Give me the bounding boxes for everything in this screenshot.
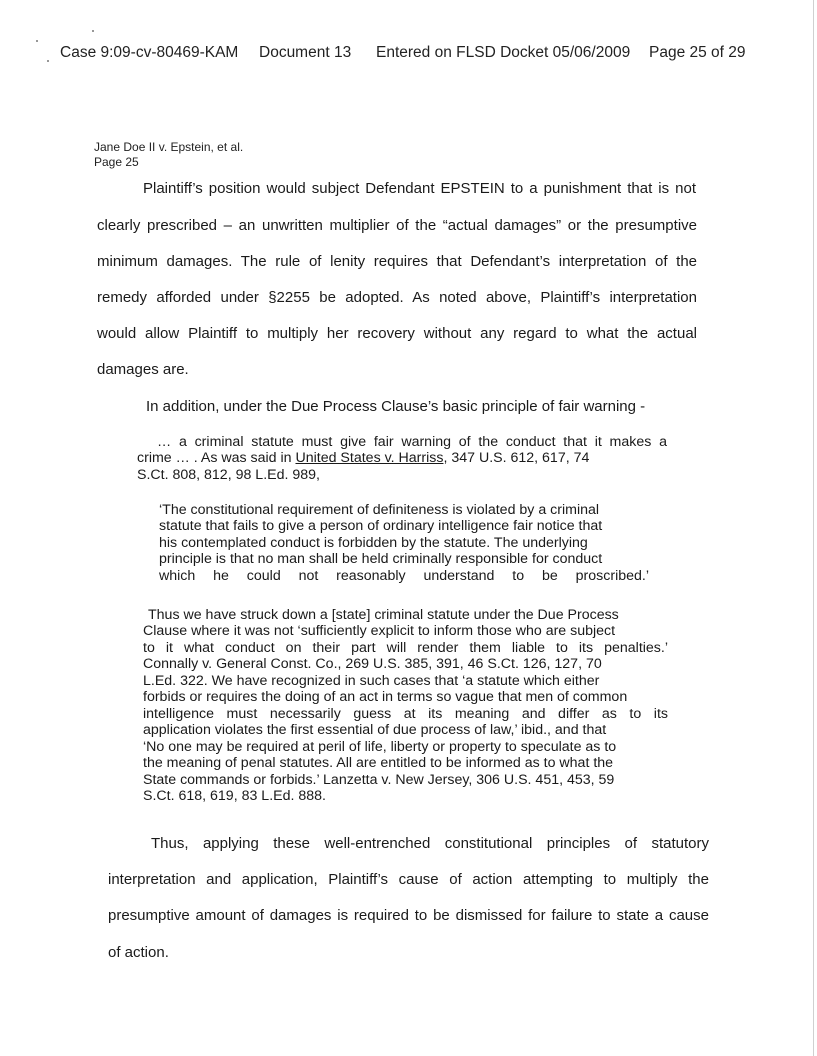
paragraph-line: presumptive amount of damages is required to be dismissed for failure to state a cause xyxy=(108,907,709,924)
paragraph-line: Thus, applying these well-entrenched constitutional principles of statutory xyxy=(151,835,709,852)
quote-line: ‘No one may be required at peril of life, liberty or property to speculate as to xyxy=(143,739,617,755)
quote-line: L.Ed. 322. We have recognized in such cases that ‘a statute which either xyxy=(143,673,600,689)
case-citation: United States v. Harriss xyxy=(295,450,444,466)
paragraph-line: minimum damages. The rule of lenity requires that Defendant’s interpretation of the xyxy=(97,253,697,270)
docket-entry-date: Entered on FLSD Docket 05/06/2009 xyxy=(376,44,631,61)
paragraph-line: Plaintiff’s position would subject Defendant EPSTEIN to a punishment that is not xyxy=(143,180,696,197)
page-count: Page 25 of 29 xyxy=(649,44,746,61)
quote-line: ‘The constitutional requirement of definiteness is violated by a criminal xyxy=(159,502,600,518)
quote-line: statute that fails to give a person of ordinary intelligence fair notice that xyxy=(159,518,603,534)
paragraph-line: interpretation and application, Plaintiff’s cause of action attempting to multiply the xyxy=(108,871,709,888)
paragraph-line: In addition, under the Due Process Clause’s basic principle of fair warning - xyxy=(146,398,646,415)
quote-line: S.Ct. 618, 619, 83 L.Ed. 888. xyxy=(143,788,326,804)
quote-text: crime … . As was said in xyxy=(137,450,296,466)
caption-title: Jane Doe II v. Epstein, et al. xyxy=(94,140,244,154)
scan-edge-line xyxy=(813,0,814,1056)
case-caption xyxy=(94,140,243,170)
quote-line: his contemplated conduct is forbidden by the statute. The underlying xyxy=(159,535,588,551)
quote-line: which he could not reasonably understand to be proscribed.’ xyxy=(159,568,649,584)
case-number: Case 9:09-cv-80469-KAM xyxy=(60,44,239,61)
quote-line: the meaning of penal statutes. All are entitled to be informed as to what the xyxy=(143,755,614,771)
quote-line xyxy=(137,450,589,467)
quote-line: principle is that no man shall be held criminally responsible for conduct xyxy=(159,551,603,567)
paragraph-line: of action. xyxy=(108,944,169,961)
quote-line: … a criminal statute must give fair warning of the conduct that it makes a xyxy=(157,434,667,450)
quote-line: application violates the first essential of due process of law,’ ibid., and that xyxy=(143,722,607,738)
quote-text: , 347 U.S. 612, 617, 74 xyxy=(443,450,590,466)
scan-speck xyxy=(92,30,94,32)
quote-line: Thus we have struck down a [state] criminal statute under the Due Process xyxy=(148,607,619,623)
paragraph-line: remedy afforded under §2255 be adopted. As noted above, Plaintiff’s interpretation xyxy=(97,289,697,306)
quote-line: intelligence must necessarily guess at its meaning and differ as to its xyxy=(143,706,668,722)
caption-page: Page 25 xyxy=(94,155,139,169)
quote-line: Connally v. General Const. Co., 269 U.S. 385, 391, 46 S.Ct. 126, 127, 70 xyxy=(143,656,602,672)
quote-line: State commands or forbids.’ Lanzetta v. New Jersey, 306 U.S. 451, 453, 59 xyxy=(143,772,615,788)
quote-line: Clause where it was not ‘sufficiently explicit to inform those who are subject xyxy=(143,623,616,639)
scan-speck xyxy=(47,60,49,62)
quote-line: S.Ct. 808, 812, 98 L.Ed. 989, xyxy=(137,467,320,483)
quote-line: to it what conduct on their part will render them liable to its penalties.’ xyxy=(143,640,668,656)
quote-line: forbids or requires the doing of an act in terms so vague that men of common xyxy=(143,689,628,705)
document-number: Document 13 xyxy=(259,44,352,61)
paragraph-line: damages are. xyxy=(97,361,189,378)
paragraph-line: would allow Plaintiff to multiply her recovery without any regard to what the actual xyxy=(97,325,697,342)
scan-speck xyxy=(36,40,38,42)
paragraph-line: clearly prescribed – an unwritten multiplier of the “actual damages” or the presumptive xyxy=(97,217,697,234)
